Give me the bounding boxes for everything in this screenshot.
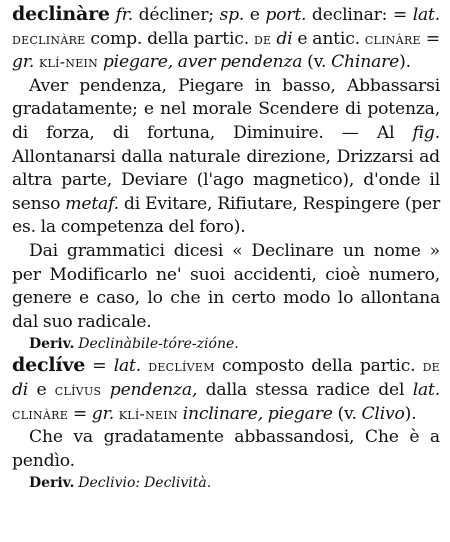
meaning-declinare-2: Dai grammatici dicesi « Declinare un nome » per Modificarlo ne' suoi accidenti, cioè numero, genere e caso, lo che in certo modo lo allontana dal suo radicale. — [12, 240, 440, 332]
entry-declinare — [12, 3, 440, 354]
derivatives-declinare — [12, 334, 440, 354]
deriv-text: Declinàbile-tóre-zióne. — [78, 336, 239, 353]
headword: declíve — [12, 354, 86, 377]
meaning-declive-1: Che va gradatamente abbassandosi, Che è a pendìo. — [12, 427, 440, 471]
deriv-label: Deriv. — [29, 475, 75, 492]
derivatives-declive — [12, 473, 440, 493]
etymology-declive: declíve = lat. declívem composto della partic. de di e clívus pendenza, dalla stessa radice del lat. clinàre = gr. klí-nein inclinare, piegare (v. Clivo). — [12, 354, 441, 424]
meaning-declinare-1: Aver pendenza, Piegare in basso, Abbassarsi gradatamente; e nel morale Scendere di potenza, di forza, di fortuna, Diminuire. — Al fig. Allontanarsi dalla naturale direzione, Drizzarsi ad altra parte, Deviare (l'ago magnetico), d'onde il senso metaf. di Evitare, Rifiutare, Respingere (per es. la competenza del foro). — [12, 75, 440, 238]
etymology-declinare: declinàre fr. décliner; sp. e port. declinar: = lat. declinàre comp. della partic. de di e antic. clinàre = gr. klí-nein piegare, aver pendenza (v. Chinare). — [12, 3, 441, 73]
deriv-label: Deriv. — [29, 336, 75, 353]
deriv-text: Declivio: Declività. — [78, 475, 212, 492]
headword: declinàre — [12, 3, 110, 25]
entry-declive — [12, 354, 440, 493]
